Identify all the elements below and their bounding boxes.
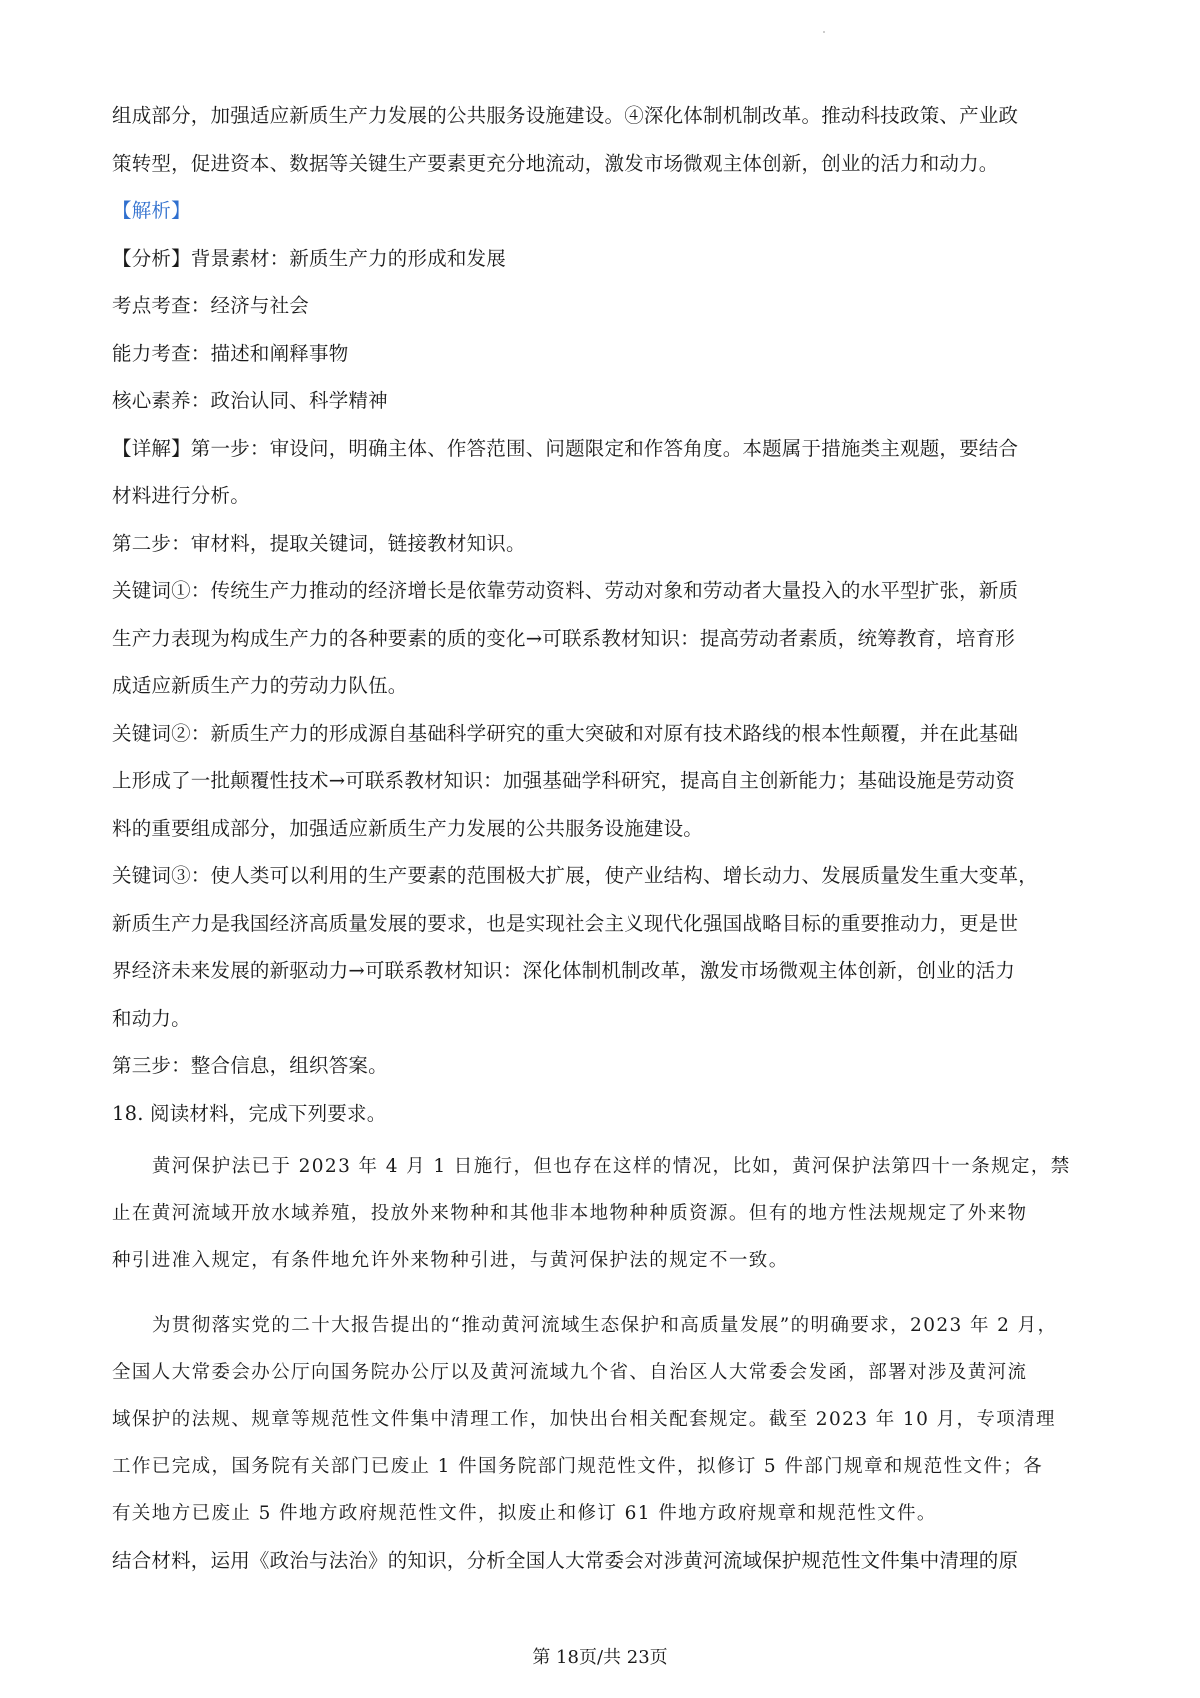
question-stem: 18. 阅读材料，完成下列要求。 bbox=[112, 1101, 387, 1125]
material-paragraph-1 bbox=[112, 1143, 1102, 1284]
analysis-line: 成适应新质生产力的劳动力队伍。 bbox=[112, 674, 408, 697]
scan-speck bbox=[823, 31, 825, 33]
analysis-body bbox=[112, 235, 1102, 1090]
analysis-line: 料的重要组成部分，加强适应新质生产力发展的公共服务设施建设。 bbox=[112, 816, 704, 840]
analysis-line: 新质生产力是我国经济高质量发展的要求，也是实现社会主义现代化强国战略目标的重要推动力，更是世 bbox=[112, 911, 1019, 935]
analysis-line: 和动力。 bbox=[112, 1006, 191, 1030]
material-paragraph-2 bbox=[112, 1302, 1102, 1537]
text-line: 组成部分，加强适应新质生产力发展的公共服务设施建设。④深化体制机制改革。推动科技政策、产业政 bbox=[112, 104, 1019, 127]
analysis-line: 关键词②：新质生产力的形成源自基础科学研究的重大突破和对原有技术路线的根本性颠覆，并在此基础 bbox=[112, 721, 1019, 745]
material-line: 工作已完成，国务院有关部门已废止 1 件国务院部门规范性文件，拟修订 5 件部门规章和规范性文件；各 bbox=[112, 1456, 1044, 1477]
question-requirement: 结合材料，运用《政治与法治》的知识，分析全国人大常委会对涉黄河流域保护规范性文件集中清理的原 bbox=[112, 1549, 1019, 1572]
analysis-line: 核心素养：政治认同、科学精神 bbox=[112, 389, 388, 412]
analysis-line: 第三步：整合信息，组织答案。 bbox=[112, 1054, 388, 1077]
material-line: 黄河保护法已于 2023 年 4 月 1 日施行，但也存在这样的情况，比如，黄河保护法第四十一条规定，禁 bbox=[152, 1156, 1071, 1177]
material-line: 域保护的法规、规章等规范性文件集中清理工作，加快出台相关配套规定。截至 2023 年 10 月，专项清理 bbox=[112, 1409, 1056, 1430]
analysis-heading: 【解析】 bbox=[112, 199, 191, 222]
material-line: 有关地方已废止 5 件地方政府规范性文件，拟废止和修订 61 件地方政府规章和规范性文件。 bbox=[112, 1503, 937, 1524]
page-number-footer: 第 18页/共 23页 bbox=[532, 1647, 668, 1668]
paragraph-gap bbox=[112, 1284, 1102, 1296]
material-line: 种引进准入规定，有条件地允许外来物种引进，与黄河保护法的规定不一致。 bbox=[112, 1250, 789, 1271]
analysis-line: 第二步：审材料，提取关键词，链接教材知识。 bbox=[112, 531, 526, 555]
answer-tail bbox=[112, 92, 1102, 187]
analysis-line: 材料进行分析。 bbox=[112, 484, 250, 507]
analysis-line: 上形成了一批颠覆性技术→可联系教材知识：加强基础学科研究，提高自主创新能力；基础设施是劳动资 bbox=[112, 769, 1016, 792]
analysis-line: 【分析】背景素材：新质生产力的形成和发展 bbox=[112, 246, 507, 270]
material-line: 全国人大常委会办公厅向国务院办公厅以及黄河流域九个省、自治区人大常委会发函，部署对涉及黄河流 bbox=[112, 1362, 1028, 1383]
material-line: 为贯彻落实党的二十大报告提出的“推动黄河流域生态保护和高质量发展”的明确要求，2023 年 2 月， bbox=[152, 1315, 1058, 1336]
text-line: 策转型，促进资本、数据等关键生产要素更充分地流动，激发市场微观主体创新，创业的活力和动力。 bbox=[112, 151, 999, 175]
analysis-line: 考点考查：经济与社会 bbox=[112, 294, 310, 317]
material-line: 止在黄河流域开放水域养殖，投放外来物种和其他非本地物种种质资源。但有的地方性法规规定了外来物 bbox=[112, 1203, 1028, 1224]
analysis-line: 关键词①：传统生产力推动的经济增长是依靠劳动资料、劳动对象和劳动者大量投入的水平型扩张，新质 bbox=[112, 579, 1019, 602]
analysis-line: 关键词③：使人类可以利用的生产要素的范围极大扩展，使产业结构、增长动力、发展质量发生重大变革， bbox=[112, 864, 1038, 887]
analysis-line: 能力考查：描述和阐释事物 bbox=[112, 341, 349, 365]
analysis-line: 生产力表现为构成生产力的各种要素的质的变化→可联系教材知识：提高劳动者素质，统筹教育，培育形 bbox=[112, 626, 1016, 650]
analysis-line: 【详解】第一步：审设问，明确主体、作答范围、问题限定和作答角度。本题属于措施类主观题，要结合 bbox=[112, 436, 1019, 460]
page-content bbox=[112, 92, 1102, 1585]
analysis-line: 界经济未来发展的新驱动力→可联系教材知识：深化体制机制改革，激发市场微观主体创新，创业的活力 bbox=[112, 959, 1016, 982]
question-18 bbox=[112, 1090, 1102, 1585]
